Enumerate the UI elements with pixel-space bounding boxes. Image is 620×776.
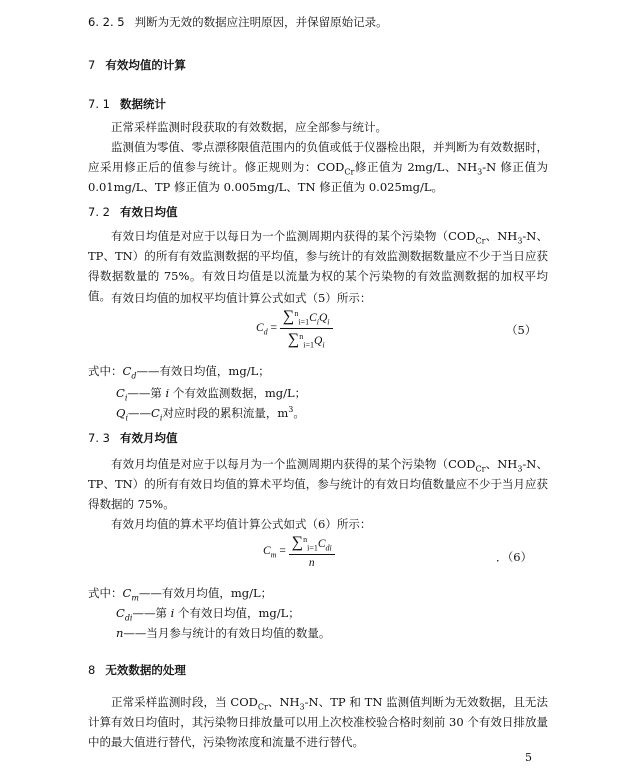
section-number: 7	[88, 58, 96, 72]
where-label: 式中：	[88, 364, 123, 378]
subscript: i	[125, 413, 128, 423]
where-7-2-def-2	[116, 385, 306, 401]
symbol: n	[116, 626, 124, 640]
definition-text: ——有效日均值，mg/L；	[136, 364, 270, 378]
subscript: Cr	[257, 702, 268, 712]
definition-text: ——第	[127, 386, 166, 400]
clause-number: 6. 2. 5	[88, 15, 125, 29]
paragraph-text: 正常采样监测时段获取的有效数据，应全部参与统计。	[111, 120, 387, 134]
where-7-3-def-3	[116, 625, 330, 641]
definition-text: 个有效日均值，mg/L；	[174, 606, 300, 620]
equation-number-6: ．（6）	[496, 550, 533, 564]
subscript: 3	[517, 464, 523, 474]
symbol: Q	[116, 406, 126, 420]
definition-text: 个有效监测数据，mg/L；	[169, 386, 307, 400]
paragraph-text: -N 修正值为 0.01mg/L、TP 修正值为 0.005mg/L、TN 修正值为 0.025mg/L。	[88, 160, 549, 194]
subscript: 3	[299, 702, 305, 712]
paragraph-text: 、NH	[485, 457, 518, 471]
section-title: 无效数据的处理	[105, 663, 186, 677]
where-7-3-def-1	[88, 585, 272, 601]
section-number: 7. 3	[88, 431, 110, 445]
section-title: 数据统计	[119, 97, 166, 111]
subscript: Cr	[475, 464, 486, 474]
paragraph-text: 监测值为零值、零点漂移限值范围内的负值或低于仪器检出限，并判断为有效数据时，应采用修正后的值参与统计。修正规则为：COD	[88, 140, 548, 174]
clause-6-2-5	[88, 14, 388, 30]
section-7-3-para-1	[88, 454, 548, 514]
equation-number-5: （5）	[506, 323, 537, 337]
section-7-2-heading	[88, 204, 177, 220]
subscript: Cr	[475, 236, 486, 246]
paragraph-text: -N、TP 和 TN 监测值判断为无效数据，且无法计算有效日均值时，其污染物日排放量可以用上次校准校验合格时刻前 30 个有效日排放量中的最大值进行替代，污染物浓度和流量不进行替代。	[88, 695, 548, 749]
subscript: 3	[517, 236, 523, 246]
paragraph-text: 、NH	[485, 229, 518, 243]
where-7-3-def-2	[116, 605, 300, 621]
formula-6: $C_m$ = $\frac{\sum^n_{i=1}C_{di}}{n}$	[263, 534, 335, 569]
subscript: Cr	[344, 167, 355, 177]
section-number: 8	[88, 663, 96, 677]
section-number: 7. 1	[88, 97, 110, 111]
subscript: di	[124, 613, 133, 623]
where-label: 式中：	[88, 586, 123, 600]
section-number: 7. 2	[88, 205, 110, 219]
subscript: m	[131, 593, 139, 603]
section-7-3-para-2	[88, 514, 548, 534]
paragraph-text: 有效日均值的加权平均值计算公式如式（5）所示：	[111, 291, 372, 305]
where-7-2-def-3	[116, 405, 305, 421]
symbol: C	[122, 364, 132, 378]
where-7-2-def-1	[88, 363, 270, 379]
paragraph-text: 修正值为 2mg/L、NH	[354, 160, 478, 174]
section-7-1-para-1	[88, 117, 548, 137]
symbol: C	[116, 386, 125, 400]
subscript: i	[159, 413, 163, 423]
symbol: C	[151, 406, 160, 420]
page-number: 5	[525, 751, 532, 764]
section-title: 有效月均值	[119, 431, 178, 445]
superscript: 3	[288, 405, 294, 415]
section-8-para-1	[88, 692, 548, 752]
subscript: d	[131, 371, 137, 381]
paragraph-text: 有效月均值的算术平均值计算公式如式（6）所示：	[111, 517, 372, 531]
definition-text: ——	[128, 406, 151, 420]
formula-5: $C_d$ = $\frac{\sum^n_{i=1}C_iQ_i}{\sum^n_{i=1}Q_i}$	[256, 308, 333, 349]
definition-text: ——第	[132, 606, 171, 620]
formula-6-fraction: $\frac{\sum^n_{i=1}C_{di}}{n}$	[289, 534, 335, 569]
section-title: 有效均值的计算	[105, 58, 186, 72]
paragraph-text: -N、TP、TN）的所有有效监测数据的平均值，参与统计的有效监测数据数量应不少于当日应获得数据数量的 75%。有效日均值是以流量为权的某个污染物的有效监测数据的加权平均值。	[88, 229, 548, 303]
symbol: C	[116, 606, 125, 620]
section-7-2-para-2	[88, 288, 548, 308]
subscript: 3	[477, 167, 483, 177]
section-8-heading	[88, 662, 186, 678]
definition-text: ——有效月均值，mg/L；	[138, 586, 273, 600]
section-title: 有效日均值	[119, 205, 178, 219]
section-7-heading	[88, 57, 186, 73]
formula-5-fraction: $\frac{\sum^n_{i=1}C_iQ_i}{\sum^n_{i=1}Q_i}$	[280, 308, 333, 349]
definition-text: 。	[293, 406, 305, 420]
paragraph-text: -N、TP、TN）的所有有效日均值的算术平均值，参与统计的有效日均值数量应不少于当月应获得数据的 75%。	[88, 457, 548, 511]
clause-text: 判断为无效的数据应注明原因，并保留原始记录。	[134, 15, 388, 29]
definition-text: 对应时段的累积流量，m	[162, 406, 289, 420]
paragraph-text: 有效日均值是对应于以每日为一个监测周期内获得的某个污染物（COD	[111, 229, 476, 243]
symbol: i	[170, 606, 175, 620]
symbol: i	[165, 386, 170, 400]
section-7-1-heading	[88, 96, 166, 112]
paragraph-text: 有效月均值是对应于以每月为一个监测周期内获得的某个污染物（COD	[111, 457, 476, 471]
section-7-1-para-2	[88, 137, 548, 197]
definition-text: ——当月参与统计的有效日均值的数量。	[123, 626, 331, 640]
section-7-3-heading	[88, 430, 177, 446]
paragraph-text: 、NH	[267, 695, 300, 709]
subscript: i	[124, 393, 128, 403]
symbol: C	[122, 586, 132, 600]
paragraph-text: 正常采样监测时段，当 COD	[111, 695, 258, 709]
